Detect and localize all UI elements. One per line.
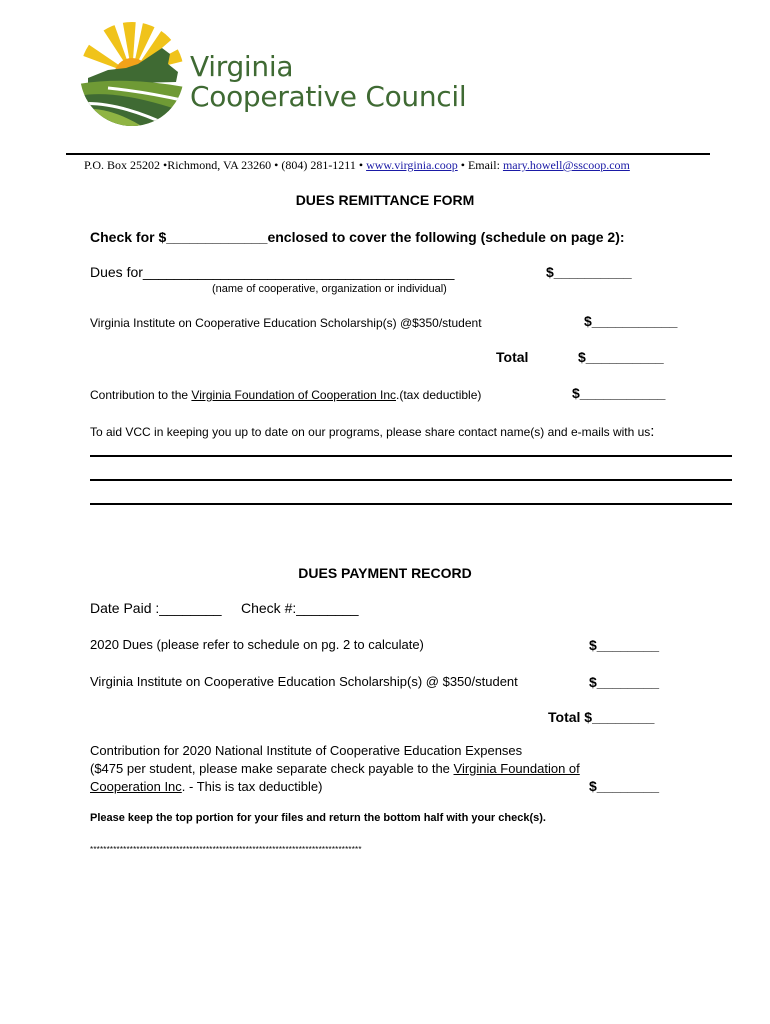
- payment-record-title: DUES PAYMENT RECORD: [298, 565, 472, 581]
- keep-note: Please keep the top portion for your files and return the bottom half with your check(s).: [90, 812, 546, 824]
- date-paid-field[interactable]: Date Paid :________: [90, 600, 222, 616]
- logo-title-line2: Cooperative Council: [190, 80, 467, 113]
- check-number-field[interactable]: Check #:________: [241, 600, 359, 616]
- header-divider: [66, 153, 710, 155]
- email-link[interactable]: mary.howell@sscoop.com: [502, 158, 630, 172]
- record-cooperation-link[interactable]: Cooperation Inc: [90, 779, 182, 794]
- scholarship-label: Virginia Institute on Cooperative Education Scholarship(s) @$350/student: [90, 316, 482, 330]
- contact-entry-line-3[interactable]: [90, 503, 732, 505]
- logo-title-line1: Virginia: [190, 50, 294, 83]
- record-contribution-line3-post: . - This is tax deductible): [181, 779, 323, 794]
- contribution-pre: Contribution to the: [90, 388, 192, 402]
- record-contribution-line3: [90, 778, 580, 796]
- check-for-line[interactable]: Check for $_____________enclosed to cover the following (schedule on page 2):: [90, 229, 625, 245]
- logo-title: [190, 52, 466, 112]
- record-total-field[interactable]: Total $________: [548, 709, 655, 725]
- dues-amount-field[interactable]: $__________: [546, 264, 632, 280]
- contact-entry-line-2[interactable]: [90, 479, 732, 481]
- record-contribution-line1: Contribution for 2020 National Institute of Cooperative Education Expenses: [90, 743, 523, 758]
- logo-emblem-icon: [78, 18, 190, 130]
- dues-for-field[interactable]: Dues for________________________________________: [90, 264, 455, 280]
- total-label: Total: [496, 349, 529, 365]
- cut-line-stars: **********************************************************************************: [90, 845, 362, 854]
- contact-separator: •: [460, 158, 465, 172]
- dues-2020-label: 2020 Dues (please refer to schedule on pg. 2 to calculate): [90, 637, 424, 652]
- logo: [78, 18, 478, 133]
- record-scholarship-amount-field[interactable]: $________: [589, 674, 660, 690]
- email-label: Email:: [467, 158, 500, 172]
- record-scholarship-label: Virginia Institute on Cooperative Education Scholarship(s) @ $350/student: [90, 674, 518, 689]
- total-amount-field[interactable]: $__________: [578, 349, 664, 365]
- contacts-prompt-colon: :: [650, 423, 655, 440]
- record-contribution-line2-pre: ($475 per student, please make separate check payable to the: [90, 761, 454, 776]
- contacts-prompt: [90, 423, 654, 440]
- contact-line: [84, 158, 630, 173]
- scholarship-amount-field[interactable]: $___________: [584, 313, 678, 329]
- dues-hint: (name of cooperative, organization or individual): [212, 283, 447, 295]
- website-link[interactable]: www.virginia.coop: [366, 158, 458, 172]
- contribution-amount-field[interactable]: $___________: [572, 385, 666, 401]
- contact-address: P.O. Box 25202 •Richmond, VA 23260 • (804) 281-1211 •: [84, 158, 364, 172]
- contribution-foundation-link[interactable]: Virginia Foundation of Cooperation Inc: [191, 388, 396, 402]
- contact-entry-line-1[interactable]: [90, 455, 732, 457]
- contribution-post: .(tax deductible): [396, 388, 482, 402]
- record-contribution-block: [90, 742, 580, 796]
- contribution-line: [90, 388, 481, 402]
- record-contribution-amount-field[interactable]: $________: [589, 778, 660, 794]
- contacts-prompt-text: To aid VCC in keeping you up to date on our programs, please share contact name(s) and e-mails with us: [90, 425, 651, 439]
- dues-2020-amount-field[interactable]: $________: [589, 637, 660, 653]
- remittance-title: DUES REMITTANCE FORM: [295, 192, 475, 208]
- record-contribution-line2: [90, 760, 580, 778]
- record-foundation-link[interactable]: Virginia Foundation of: [453, 761, 580, 776]
